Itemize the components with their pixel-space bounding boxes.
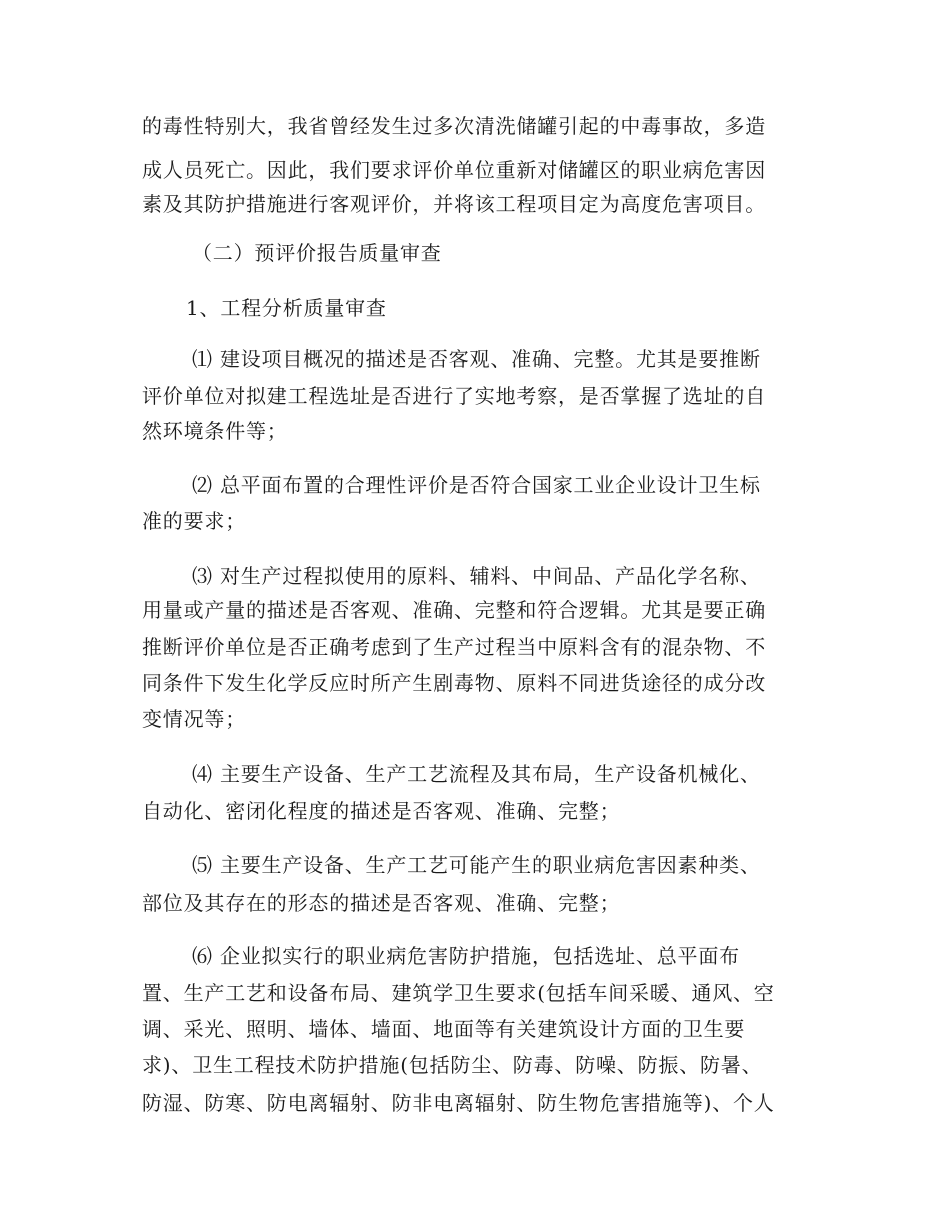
item-3-line-4: 同条件下发生化学反应时所产生剧毒物、原料不同进货途径的成分改 [142,671,766,695]
item-3-line-2: 用量或产量的描述是否客观、准确、完整和符合逻辑。尤其是要正确 [142,598,766,622]
subsection-heading: 1、工程分析质量审查 [186,296,387,320]
item-6-line-1: ⑹ 企业拟实行的职业病危害防护措施，包括选址、总平面布 [192,944,740,968]
item-4-line-2: 自动化、密闭化程度的描述是否客观、准确、完整； [142,799,621,823]
item-5-line-2: 部位及其存在的形态的描述是否客观、准确、完整； [142,891,621,915]
item-6-line-3: 调、采光、照明、墙体、墙面、地面等有关建筑设计方面的卫生要 [142,1017,746,1041]
item-5-line-1: ⑸ 主要生产设备、生产工艺可能产生的职业病危害因素种类、 [192,853,761,877]
item-1-line-1: ⑴ 建设项目概况的描述是否客观、准确、完整。尤其是要推断 [192,347,761,371]
item-4-line-1: ⑷ 主要生产设备、生产工艺流程及其布局，生产设备机械化、 [192,762,761,786]
item-2-line-1: ⑵ 总平面布置的合理性评价是否符合国家工业企业设计卫生标 [192,473,761,497]
item-6-line-5: 防湿、防寒、防电离辐射、防非电离辐射、防生物危害措施等)、个人 [142,1091,775,1115]
item-2-line-2: 准的要求； [142,509,246,533]
item-3-line-3: 推断评价单位是否正确考虑到了生产过程当中原料含有的混杂物、不 [142,635,766,659]
item-1-line-3: 然环境条件等； [142,419,288,443]
item-6-line-4: 求)、卫生工程技术防护措施(包括防尘、防毒、防噪、防振、防暑、 [142,1053,763,1077]
section-heading: （二）预评价报告质量审查 [192,241,442,265]
intro-line-3: 素及其防护措施进行客观评价，并将该工程项目定为高度危害项目。 [142,192,766,216]
item-3-line-5: 变情况等； [142,707,246,731]
item-3-line-1: ⑶ 对生产过程拟使用的原料、辅料、中间品、产品化学名称、 [192,564,761,588]
intro-line-1: 的毒性特别大，我省曾经发生过多次清洗储罐引起的中毒事故，多造 [142,114,766,138]
item-6-line-2: 置、生产工艺和设备布局、建筑学卫生要求(包括车间采暖、通风、空 [142,981,775,1005]
item-1-line-2: 评价单位对拟建工程选址是否进行了实地考察，是否掌握了选址的自 [142,384,766,408]
intro-line-2: 成人员死亡。因此，我们要求评价单位重新对储罐区的职业病危害因 [142,158,766,182]
